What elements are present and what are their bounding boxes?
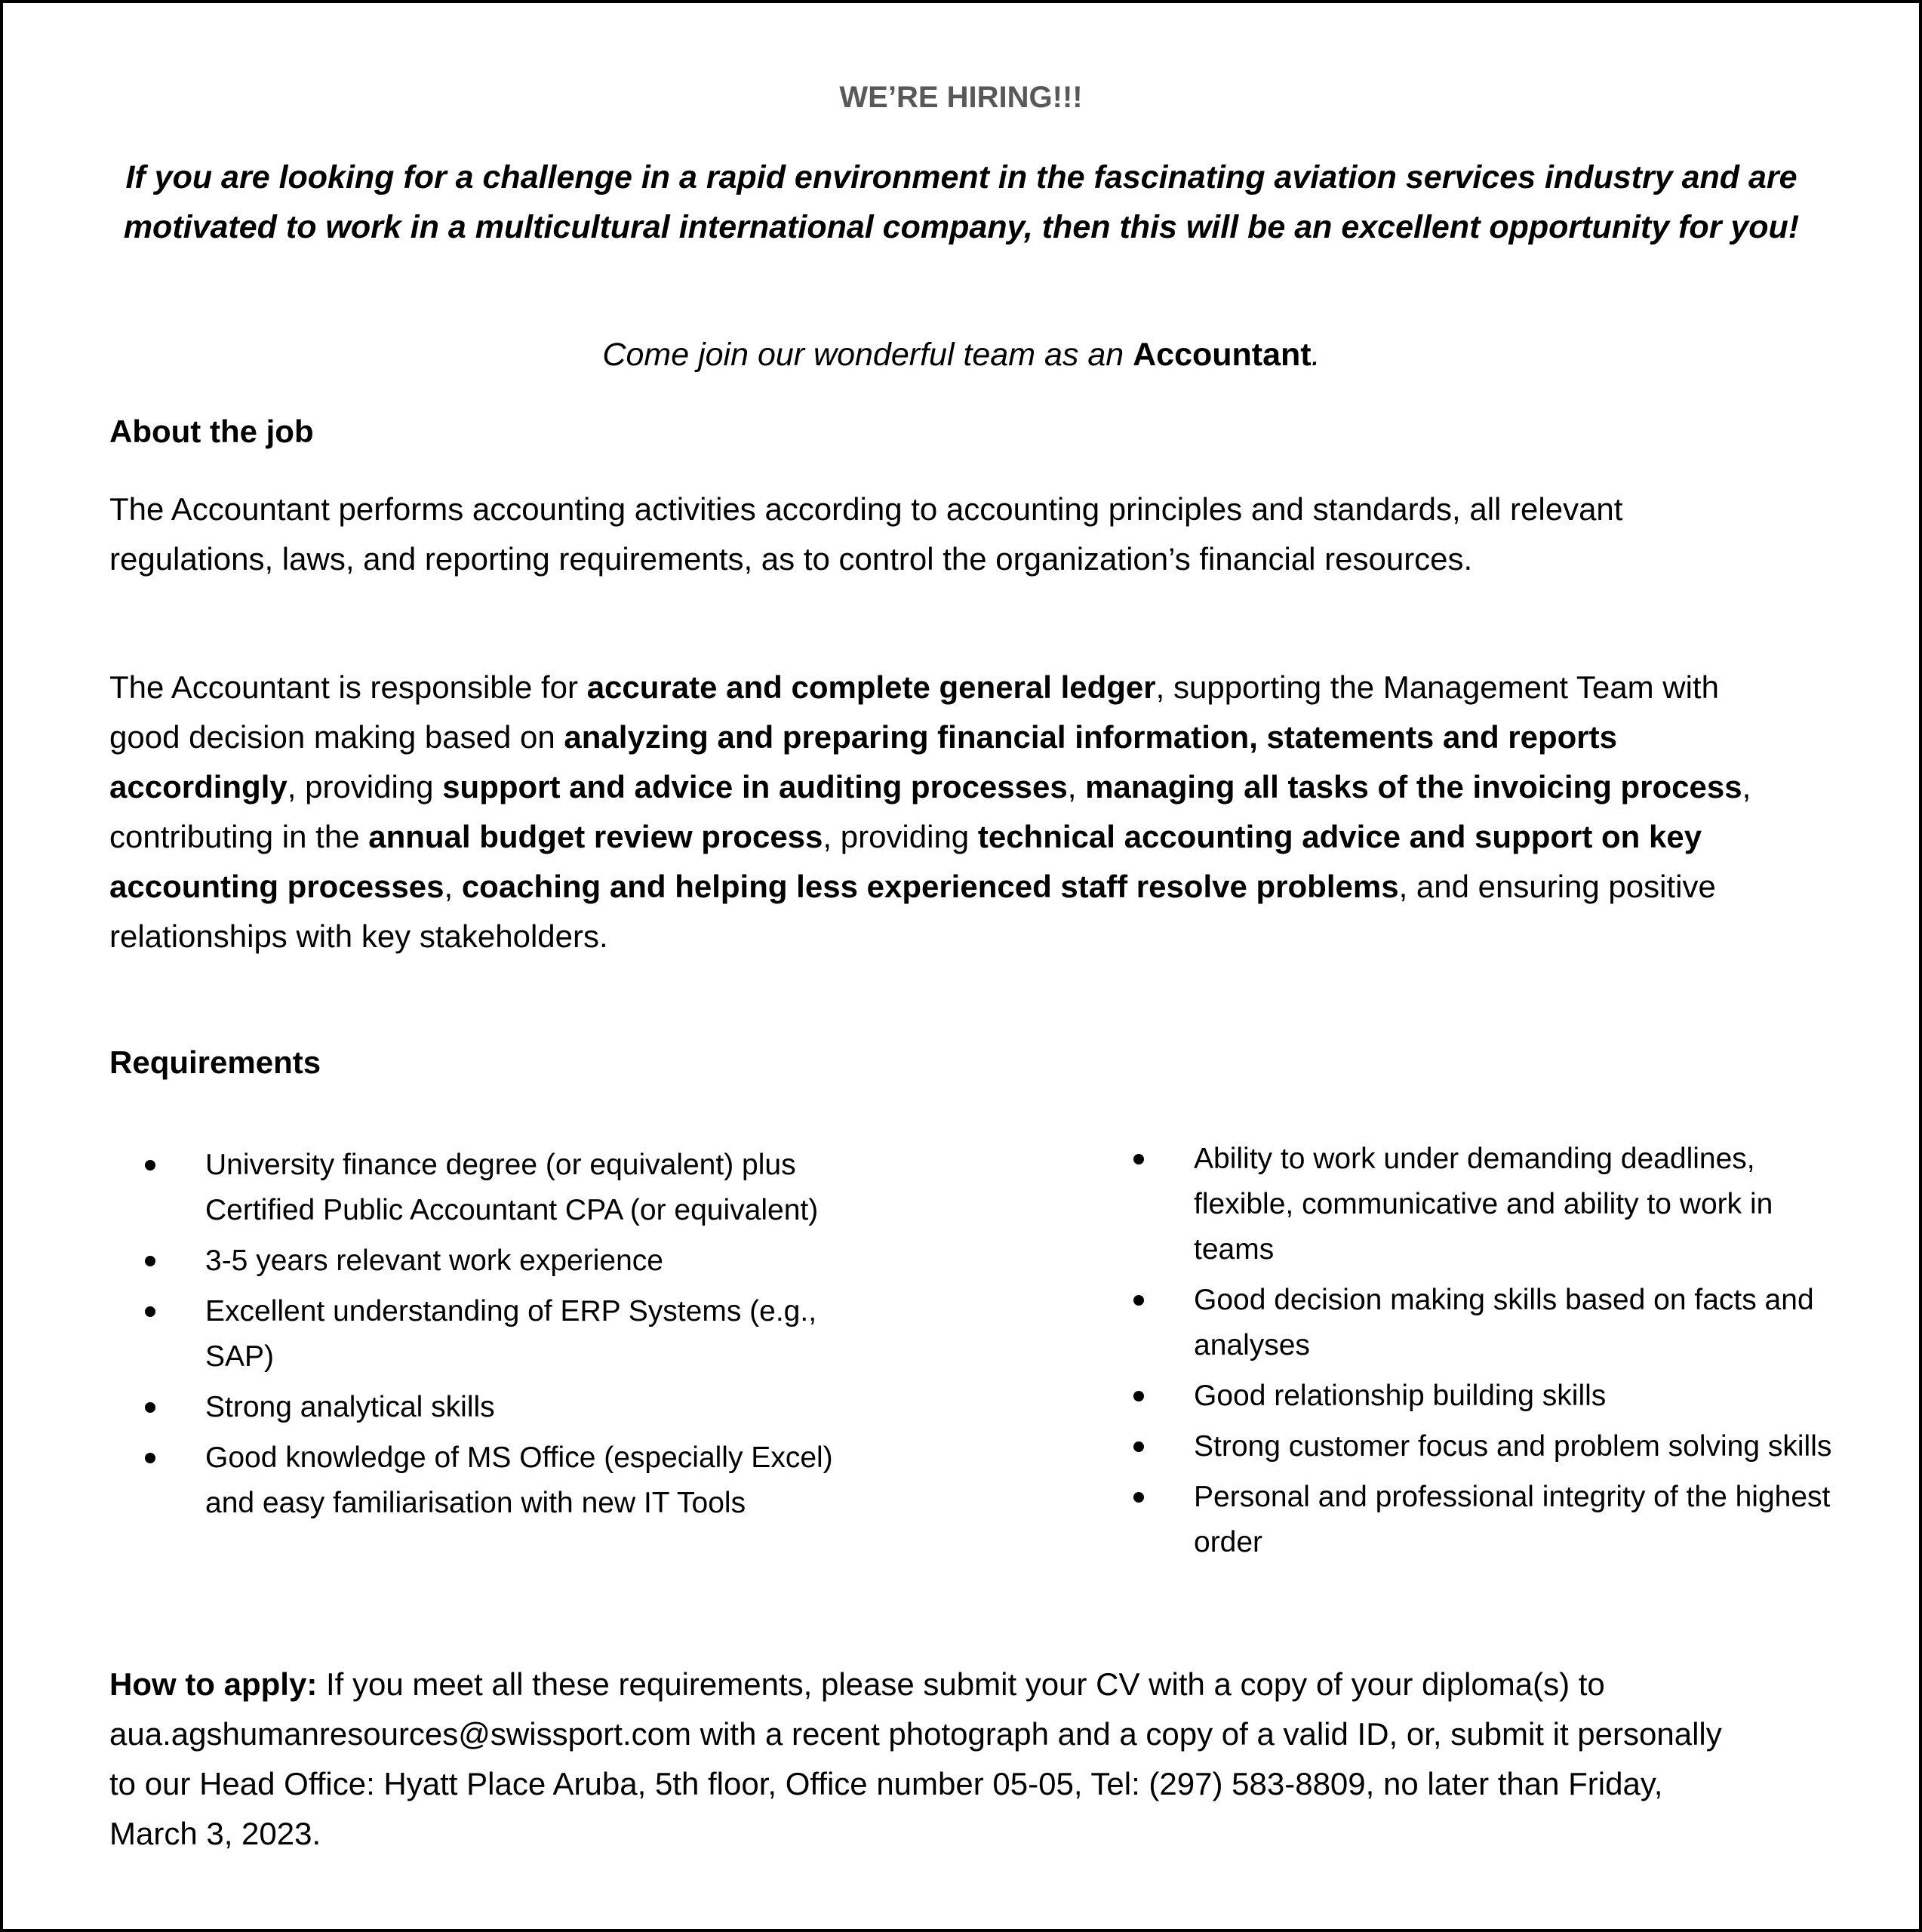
requirement-text: Excellent understanding of ERP Systems (e.g., SAP) [205,1295,817,1373]
bullet-icon [145,1402,155,1413]
about-paragraph-2 [109,663,1754,961]
requirement-item [205,1435,877,1526]
requirements-list-left [205,1143,877,1531]
requirement-item [1194,1475,1858,1565]
requirement-item [205,1143,877,1233]
bullet-icon [145,1453,155,1463]
about-paragraph-1: The Accountant performs accounting activities according to accounting principles and standards, all relevant regulations, laws, and reporting requirements, as to control the organization’s financial resources. [109,491,1623,577]
text-run: , contributing in the [109,769,1751,854]
requirement-text: University finance degree (or equivalent) plus Certified Public Accountant CPA (or equivalent) [205,1149,819,1226]
apply-text: If you meet all these requirements, please submit your CV with a copy of your diploma(s) to aua.agshumanresources@swissport.com with a recent photograph and a copy of a valid ID, or, submit it personally to our Head Office: Hyatt Place Aruba, 5th floor, Office number 05-05, Tel: (297) 583-8809, no later than Friday, March 3, 2023. [109,1666,1722,1851]
requirement-text: Ability to work under demanding deadlines, flexible, communicative and ability to work in teams [1194,1143,1773,1266]
text-run: , and ensuring positive relationships with key stakeholders. [109,869,1716,954]
join-suffix: . [1311,337,1321,373]
highlight-phrase: accurate and complete general ledger [586,669,1156,705]
requirement-text: Good decision making skills based on facts and analyses [1194,1284,1814,1361]
hiring-heading: WE’RE HIRING!!! [839,81,1083,114]
apply-label: How to apply: [109,1666,318,1702]
text-run: , [1067,769,1086,804]
highlight-phrase: managing all tasks of the invoicing process [1085,769,1742,804]
tagline: If you are looking for a challenge in a rapid environment in the fascinating aviation services industry and are motivated to work in a multicultural international company, then this will be an excellent opportunity for you! [123,159,1800,245]
bullet-icon [145,1160,155,1171]
requirement-item [205,1385,877,1430]
requirement-text: Good relationship building skills [1194,1380,1607,1412]
requirement-text: Strong customer focus and problem solving skills [1194,1430,1832,1463]
about-title: About the job [109,414,314,449]
requirement-text: 3-5 years relevant work experience [205,1244,663,1277]
requirements-title: Requirements [109,1044,321,1080]
highlight-phrase: coaching and helping less experienced staff resolve problems [461,869,1399,904]
bullet-icon [1133,1295,1144,1306]
join-line [116,330,1807,380]
highlight-phrase: analyzing and preparing financial information, statements and reports accordingly [109,719,1617,804]
bullet-icon [1133,1441,1144,1452]
requirement-item [205,1238,877,1284]
requirement-text: Strong analytical skills [205,1391,495,1423]
bullet-icon [1133,1391,1144,1401]
highlight-phrase: support and advice in auditing processes [442,769,1068,804]
requirement-item [1194,1278,1858,1368]
bullet-icon [1133,1492,1144,1503]
job-role: Accountant [1133,337,1312,373]
highlight-phrase: annual budget review process [368,819,823,854]
text-run: The Accountant is responsible for [109,669,587,705]
text-run: , providing [823,819,978,854]
requirements-list-right [1194,1137,1858,1571]
requirement-text: Good knowledge of MS Office (especially Excel) and easy familiarisation with new IT Tools [205,1441,833,1519]
join-prefix: Come join our wonderful team as an [602,337,1133,373]
text-run: , providing [287,769,443,804]
requirement-item [1194,1424,1858,1469]
requirement-item [1194,1137,1858,1272]
requirement-text: Personal and professional integrity of the highest order [1194,1481,1831,1558]
text-run: , [444,869,462,904]
requirement-item [1194,1374,1858,1419]
bullet-icon [145,1256,155,1266]
bullet-icon [1133,1154,1144,1164]
how-to-apply [109,1660,1754,1859]
text-run: , supporting the Management Team with good decision making based on [109,669,1719,755]
bullet-icon [145,1306,155,1317]
requirement-item [205,1289,877,1380]
highlight-phrase: technical accounting advice and support on key accounting processes [109,819,1702,904]
